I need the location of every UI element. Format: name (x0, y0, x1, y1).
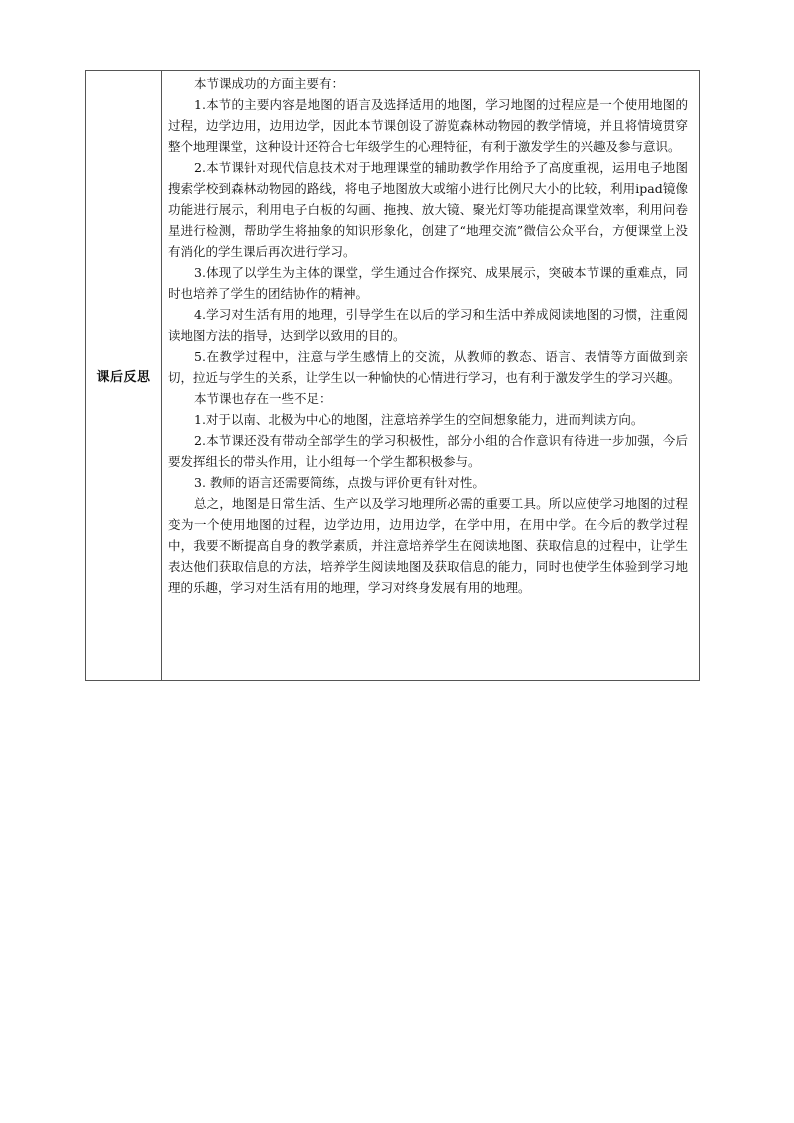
shortcoming-3: 3. 教师的语言还需要简练，点拨与评价更有针对性。 (194, 475, 485, 490)
row-label: 课后反思 (96, 370, 151, 385)
reflection-content-cell (162, 71, 699, 680)
row-label-cell (86, 71, 162, 680)
reflection-table (85, 70, 700, 681)
success-point-1: 1.本节的主要内容是地图的语言及选择适用的地图，学习地图的过程应是一个使用地图的过程，边学边用，边用边学，因此本节课创设了游览森林动物园的教学情境，并且将情境贯穿整个地理课堂，这种设计还符合七年级学生的心理特征，有利于激发学生的兴趣及参与意识。 (168, 97, 688, 154)
shortcoming-1: 1.对于以南、北极为中心的地图，注意培养学生的空间想象能力，进而判读方向。 (194, 412, 644, 427)
success-point-2: 2.本节课针对现代信息技术对于地理课堂的辅助教学作用给予了高度重视，运用电子地图搜索学校到森林动物园的路线，将电子地图放大或缩小进行比例尺大小的比较，利用ipad镜像功能进行展示，利用电子白板的勾画、拖拽、放大镜、聚光灯等功能提高课堂效率，利用问卷星进行检测，帮助学生将抽象的知识形象化，创建了“地理交流”微信公众平台，方便课堂上没有消化的学生课后再次进行学习。 (168, 160, 688, 259)
success-intro: 本节课成功的方面主要有： (194, 76, 345, 91)
shortcomings-intro: 本节课也存在一些不足： (194, 391, 332, 406)
success-point-4: 4.学习对生活有用的地理，引导学生在以后的学习和生活中养成阅读地图的习惯，注重阅读地图方法的指导，达到学以致用的目的。 (168, 307, 688, 343)
success-point-3: 3.体现了以学生为主体的课堂，学生通过合作探究、成果展示，突破本节课的重难点，同时也培养了学生的团结协作的精神。 (168, 265, 688, 301)
conclusion: 总之，地图是日常生活、生产以及学习地理所必需的重要工具。所以应使学习地图的过程变为一个使用地图的过程，边学边用，边用边学，在学中用，在用中学。在今后的教学过程中，我要不断提高自身的教学素质，并注意培养学生在阅读地图、获取信息的过程中，让学生表达他们获取信息的方法，培养学生阅读地图及获取信息的能力，同时也使学生体验到学习地理的乐趣，学习对生活有用的地理，学习对终身发展有用的地理。 (168, 496, 688, 595)
success-point-5: 5.在教学过程中，注意与学生感情上的交流，从教师的教态、语言、表情等方面做到亲切，拉近与学生的关系，让学生以一种愉快的心情进行学习，也有利于激发学生的学习兴趣。 (168, 349, 688, 385)
shortcoming-2: 2.本节课还没有带动全部学生的学习积极性，部分小组的合作意识有待进一步加强，今后要发挥组长的带头作用，让小组每一个学生都积极参与。 (168, 433, 688, 469)
